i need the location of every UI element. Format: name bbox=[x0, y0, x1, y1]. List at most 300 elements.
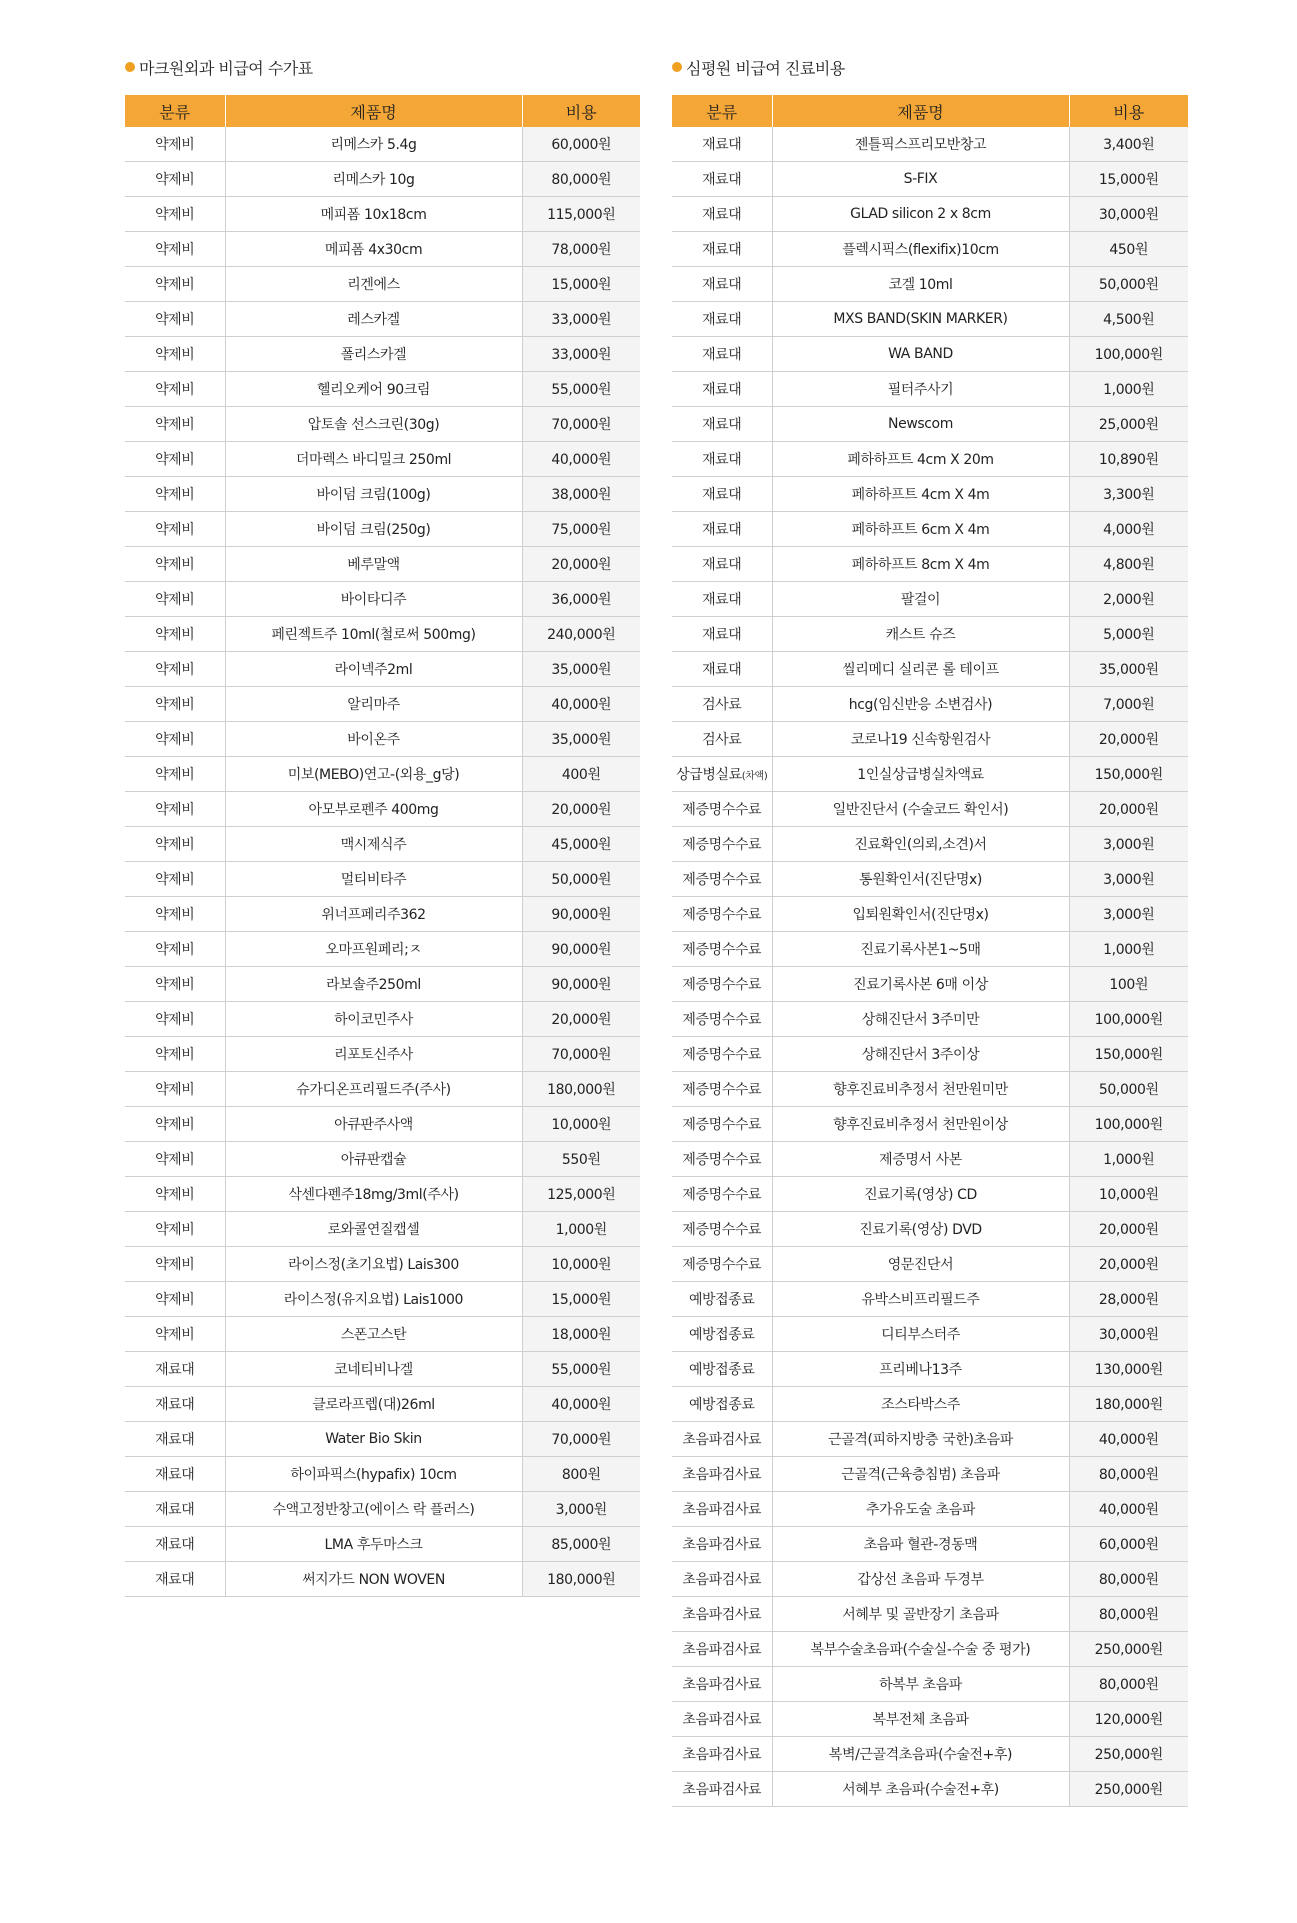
table-row bbox=[125, 547, 640, 582]
row-category: 약제비 bbox=[125, 757, 225, 792]
row-category: 제증명수수료 bbox=[672, 1002, 772, 1037]
row-cost: 80,000원 bbox=[1069, 1667, 1188, 1702]
row-category: 제증명수수료 bbox=[672, 827, 772, 862]
header-product: 제품명 bbox=[225, 95, 522, 127]
row-cost: 125,000원 bbox=[522, 1177, 640, 1212]
row-category: 재료대 bbox=[672, 407, 772, 442]
row-category: 약제비 bbox=[125, 1177, 225, 1212]
left-section-title bbox=[125, 56, 640, 78]
row-product: 미보(MEBO)연고-(외용_g당) bbox=[225, 757, 522, 792]
row-product: 갑상선 초음파 두경부 bbox=[772, 1562, 1069, 1597]
row-product: 맥시제식주 bbox=[225, 827, 522, 862]
table-row bbox=[672, 1667, 1188, 1702]
row-category: 초음파검사료 bbox=[672, 1667, 772, 1702]
row-cost: 115,000원 bbox=[522, 197, 640, 232]
row-category: 초음파검사료 bbox=[672, 1772, 772, 1807]
table-row bbox=[672, 1142, 1188, 1177]
table-row bbox=[125, 1247, 640, 1282]
row-category: 약제비 bbox=[125, 582, 225, 617]
table-row bbox=[125, 197, 640, 232]
row-product: 하복부 초음파 bbox=[772, 1667, 1069, 1702]
table-row bbox=[125, 162, 640, 197]
row-product: LMA 후두마스크 bbox=[225, 1527, 522, 1562]
table-row bbox=[672, 1387, 1188, 1422]
row-product: 상해진단서 3주이상 bbox=[772, 1037, 1069, 1072]
row-category: 약제비 bbox=[125, 1072, 225, 1107]
bullet-dot-icon bbox=[125, 62, 135, 72]
table-header-row bbox=[125, 95, 640, 127]
row-product: 하이코민주사 bbox=[225, 1002, 522, 1037]
row-product: 스폰고스탄 bbox=[225, 1317, 522, 1352]
row-product: MXS BAND(SKIN MARKER) bbox=[772, 302, 1069, 337]
table-row bbox=[672, 197, 1188, 232]
row-product: 리포토신주사 bbox=[225, 1037, 522, 1072]
table-row bbox=[125, 1177, 640, 1212]
table-row bbox=[125, 1142, 640, 1177]
row-product: 써지가드 NON WOVEN bbox=[225, 1562, 522, 1597]
table-row bbox=[672, 1107, 1188, 1142]
row-category: 약제비 bbox=[125, 407, 225, 442]
row-category: 초음파검사료 bbox=[672, 1457, 772, 1492]
row-product: Newscom bbox=[772, 407, 1069, 442]
row-category: 제증명수수료 bbox=[672, 792, 772, 827]
row-category: 약제비 bbox=[125, 337, 225, 372]
row-cost: 1,000원 bbox=[1069, 372, 1188, 407]
row-product: 바이타디주 bbox=[225, 582, 522, 617]
row-product: 페하하프트 4cm X 20m bbox=[772, 442, 1069, 477]
row-category: 약제비 bbox=[125, 792, 225, 827]
row-cost: 250,000원 bbox=[1069, 1772, 1188, 1807]
row-category: 제증명수수료 bbox=[672, 1037, 772, 1072]
row-product: 유박스비프리필드주 bbox=[772, 1282, 1069, 1317]
row-category: 초음파검사료 bbox=[672, 1492, 772, 1527]
table-row bbox=[672, 1527, 1188, 1562]
row-product: 하이파픽스(hypafix) 10cm bbox=[225, 1457, 522, 1492]
row-cost: 80,000원 bbox=[1069, 1597, 1188, 1632]
table-row bbox=[125, 1282, 640, 1317]
right-price-table bbox=[672, 95, 1188, 1807]
row-cost: 35,000원 bbox=[522, 652, 640, 687]
table-row bbox=[125, 1352, 640, 1387]
row-cost: 3,400원 bbox=[1069, 127, 1188, 162]
row-product: 바이덤 크림(100g) bbox=[225, 477, 522, 512]
row-category: 제증명수수료 bbox=[672, 1247, 772, 1282]
row-product: 젠틀픽스프리모반창고 bbox=[772, 127, 1069, 162]
row-product: 초음파 혈관-경동맥 bbox=[772, 1527, 1069, 1562]
table-row bbox=[672, 127, 1188, 162]
row-cost: 33,000원 bbox=[522, 302, 640, 337]
row-category: 약제비 bbox=[125, 1317, 225, 1352]
table-row bbox=[125, 337, 640, 372]
row-category: 재료대 bbox=[672, 372, 772, 407]
row-category: 재료대 bbox=[672, 197, 772, 232]
row-cost: 35,000원 bbox=[1069, 652, 1188, 687]
row-cost: 40,000원 bbox=[522, 442, 640, 477]
table-row bbox=[672, 932, 1188, 967]
row-cost: 55,000원 bbox=[522, 372, 640, 407]
row-product: 페하하프트 4cm X 4m bbox=[772, 477, 1069, 512]
table-row bbox=[125, 1072, 640, 1107]
row-cost: 35,000원 bbox=[522, 722, 640, 757]
table-row bbox=[125, 407, 640, 442]
row-cost: 40,000원 bbox=[522, 687, 640, 722]
row-cost: 40,000원 bbox=[1069, 1492, 1188, 1527]
row-category: 제증명수수료 bbox=[672, 1177, 772, 1212]
row-cost: 100,000원 bbox=[1069, 1002, 1188, 1037]
row-product: 복부수술초음파(수술실-수술 중 평가) bbox=[772, 1632, 1069, 1667]
row-cost: 20,000원 bbox=[1069, 722, 1188, 757]
row-cost: 5,000원 bbox=[1069, 617, 1188, 652]
row-cost: 120,000원 bbox=[1069, 1702, 1188, 1737]
table-row bbox=[672, 1317, 1188, 1352]
table-row bbox=[672, 687, 1188, 722]
table-row bbox=[672, 652, 1188, 687]
row-category: 재료대 bbox=[672, 652, 772, 687]
row-category: 약제비 bbox=[125, 687, 225, 722]
row-cost: 28,000원 bbox=[1069, 1282, 1188, 1317]
row-cost: 400원 bbox=[522, 757, 640, 792]
row-cost: 100원 bbox=[1069, 967, 1188, 1002]
table-row bbox=[125, 897, 640, 932]
table-row bbox=[672, 267, 1188, 302]
row-cost: 1,000원 bbox=[1069, 932, 1188, 967]
table-row bbox=[672, 1282, 1188, 1317]
row-category: 약제비 bbox=[125, 932, 225, 967]
row-cost: 50,000원 bbox=[1069, 267, 1188, 302]
table-row bbox=[672, 967, 1188, 1002]
row-category: 재료대 bbox=[125, 1562, 225, 1597]
row-product: 추가유도술 초음파 bbox=[772, 1492, 1069, 1527]
table-row bbox=[672, 582, 1188, 617]
row-cost: 70,000원 bbox=[522, 407, 640, 442]
row-category: 초음파검사료 bbox=[672, 1632, 772, 1667]
row-cost: 18,000원 bbox=[522, 1317, 640, 1352]
row-category: 약제비 bbox=[125, 827, 225, 862]
category-note: (차액) bbox=[741, 771, 768, 782]
row-product: 코겔 10ml bbox=[772, 267, 1069, 302]
row-category: 재료대 bbox=[672, 127, 772, 162]
left-price-table bbox=[125, 95, 640, 1597]
row-product: 로와콜연질캡셀 bbox=[225, 1212, 522, 1247]
header-category: 분류 bbox=[125, 95, 225, 127]
row-category: 약제비 bbox=[125, 1247, 225, 1282]
row-category: 초음파검사료 bbox=[672, 1562, 772, 1597]
row-product: 더마렉스 바디밀크 250ml bbox=[225, 442, 522, 477]
table-row bbox=[125, 757, 640, 792]
row-cost: 70,000원 bbox=[522, 1422, 640, 1457]
row-category: 제증명수수료 bbox=[672, 862, 772, 897]
row-category: 상급병실료(차액) bbox=[672, 757, 772, 792]
row-category: 약제비 bbox=[125, 1212, 225, 1247]
row-category: 제증명수수료 bbox=[672, 897, 772, 932]
row-product: 일반진단서 (수술코드 확인서) bbox=[772, 792, 1069, 827]
row-category: 약제비 bbox=[125, 1002, 225, 1037]
row-cost: 20,000원 bbox=[522, 547, 640, 582]
row-cost: 4,000원 bbox=[1069, 512, 1188, 547]
row-product: 진료확인(의뢰,소견)서 bbox=[772, 827, 1069, 862]
row-cost: 180,000원 bbox=[522, 1072, 640, 1107]
row-product: 입퇴원확인서(진단명x) bbox=[772, 897, 1069, 932]
row-cost: 250,000원 bbox=[1069, 1737, 1188, 1772]
table-row bbox=[125, 1002, 640, 1037]
row-product: 슈가디온프리필드주(주사) bbox=[225, 1072, 522, 1107]
right-section-title bbox=[672, 56, 1188, 78]
row-category: 재료대 bbox=[672, 337, 772, 372]
row-cost: 100,000원 bbox=[1069, 337, 1188, 372]
row-product: 라보솔주250ml bbox=[225, 967, 522, 1002]
row-cost: 15,000원 bbox=[522, 267, 640, 302]
table-row bbox=[672, 162, 1188, 197]
table-row bbox=[672, 442, 1188, 477]
row-category: 예방접종료 bbox=[672, 1352, 772, 1387]
table-row bbox=[125, 1527, 640, 1562]
row-cost: 30,000원 bbox=[1069, 1317, 1188, 1352]
row-product: 위너프페리주362 bbox=[225, 897, 522, 932]
table-row bbox=[125, 512, 640, 547]
row-cost: 30,000원 bbox=[1069, 197, 1188, 232]
row-cost: 180,000원 bbox=[1069, 1387, 1188, 1422]
row-cost: 3,000원 bbox=[522, 1492, 640, 1527]
row-product: 코네티비나겔 bbox=[225, 1352, 522, 1387]
row-category: 제증명수수료 bbox=[672, 1072, 772, 1107]
table-row bbox=[125, 1212, 640, 1247]
table-row bbox=[125, 442, 640, 477]
table-row bbox=[672, 722, 1188, 757]
row-category: 재료대 bbox=[125, 1527, 225, 1562]
table-row bbox=[672, 372, 1188, 407]
table-row bbox=[672, 1072, 1188, 1107]
table-row bbox=[672, 757, 1188, 792]
row-cost: 1,000원 bbox=[522, 1212, 640, 1247]
row-category: 재료대 bbox=[672, 302, 772, 337]
row-category: 제증명수수료 bbox=[672, 1142, 772, 1177]
row-category: 약제비 bbox=[125, 897, 225, 932]
row-cost: 3,000원 bbox=[1069, 897, 1188, 932]
row-category: 약제비 bbox=[125, 232, 225, 267]
right-price-section bbox=[672, 56, 1188, 1798]
row-cost: 36,000원 bbox=[522, 582, 640, 617]
row-cost: 78,000원 bbox=[522, 232, 640, 267]
row-product: 프리베나13주 bbox=[772, 1352, 1069, 1387]
row-product: 바이온주 bbox=[225, 722, 522, 757]
row-product: 1인실상급병실차액료 bbox=[772, 757, 1069, 792]
row-product: WA BAND bbox=[772, 337, 1069, 372]
table-row bbox=[125, 827, 640, 862]
row-category: 약제비 bbox=[125, 1282, 225, 1317]
row-category: 제증명수수료 bbox=[672, 932, 772, 967]
left-title-text: 마크원외과 비급여 수가표 bbox=[139, 58, 313, 78]
row-category: 약제비 bbox=[125, 127, 225, 162]
row-category: 약제비 bbox=[125, 442, 225, 477]
row-product: 리겐에스 bbox=[225, 267, 522, 302]
table-row bbox=[672, 617, 1188, 652]
row-product: 헬리오케어 90크림 bbox=[225, 372, 522, 407]
row-product: 서혜부 및 골반장기 초음파 bbox=[772, 1597, 1069, 1632]
row-cost: 25,000원 bbox=[1069, 407, 1188, 442]
row-category: 약제비 bbox=[125, 1107, 225, 1142]
row-category: 약제비 bbox=[125, 512, 225, 547]
row-product: 알리마주 bbox=[225, 687, 522, 722]
table-row bbox=[125, 232, 640, 267]
table-row bbox=[672, 1492, 1188, 1527]
row-category: 재료대 bbox=[672, 477, 772, 512]
row-category: 약제비 bbox=[125, 477, 225, 512]
table-row bbox=[125, 1562, 640, 1597]
row-cost: 20,000원 bbox=[522, 792, 640, 827]
row-product: 리메스카 5.4g bbox=[225, 127, 522, 162]
row-category: 재료대 bbox=[672, 512, 772, 547]
table-row bbox=[125, 477, 640, 512]
row-category: 예방접종료 bbox=[672, 1387, 772, 1422]
row-cost: 33,000원 bbox=[522, 337, 640, 372]
row-product: 라이넥주2ml bbox=[225, 652, 522, 687]
table-row bbox=[125, 372, 640, 407]
table-row bbox=[125, 652, 640, 687]
row-cost: 800원 bbox=[522, 1457, 640, 1492]
row-cost: 180,000원 bbox=[522, 1562, 640, 1597]
table-row bbox=[672, 302, 1188, 337]
row-cost: 20,000원 bbox=[522, 1002, 640, 1037]
row-product: 플렉시픽스(flexifix)10cm bbox=[772, 232, 1069, 267]
table-row bbox=[125, 1037, 640, 1072]
row-category: 약제비 bbox=[125, 1037, 225, 1072]
row-category: 재료대 bbox=[672, 442, 772, 477]
row-product: 근골격(근육층침범) 초음파 bbox=[772, 1457, 1069, 1492]
row-product: 캐스트 슈즈 bbox=[772, 617, 1069, 652]
row-product: 코로나19 신속항원검사 bbox=[772, 722, 1069, 757]
table-row bbox=[125, 127, 640, 162]
row-cost: 90,000원 bbox=[522, 967, 640, 1002]
row-cost: 60,000원 bbox=[1069, 1527, 1188, 1562]
table-row bbox=[125, 582, 640, 617]
table-row bbox=[125, 1457, 640, 1492]
row-product: 아큐판주사액 bbox=[225, 1107, 522, 1142]
row-cost: 80,000원 bbox=[1069, 1457, 1188, 1492]
row-cost: 4,800원 bbox=[1069, 547, 1188, 582]
table-row bbox=[672, 1737, 1188, 1772]
row-cost: 75,000원 bbox=[522, 512, 640, 547]
row-category: 약제비 bbox=[125, 1142, 225, 1177]
row-product: 아큐판캡슐 bbox=[225, 1142, 522, 1177]
table-row bbox=[125, 792, 640, 827]
row-cost: 4,500원 bbox=[1069, 302, 1188, 337]
table-row bbox=[125, 862, 640, 897]
row-cost: 80,000원 bbox=[1069, 1562, 1188, 1597]
header-cost: 비용 bbox=[1069, 95, 1188, 127]
table-row bbox=[125, 967, 640, 1002]
row-cost: 3,000원 bbox=[1069, 862, 1188, 897]
row-cost: 10,890원 bbox=[1069, 442, 1188, 477]
row-category: 초음파검사료 bbox=[672, 1737, 772, 1772]
table-row bbox=[672, 897, 1188, 932]
table-row bbox=[672, 1562, 1188, 1597]
row-cost: 20,000원 bbox=[1069, 1212, 1188, 1247]
row-product: 아모부로펜주 400mg bbox=[225, 792, 522, 827]
row-category: 재료대 bbox=[125, 1352, 225, 1387]
row-category: 약제비 bbox=[125, 652, 225, 687]
row-product: 복벽/근골격초음파(수술전+후) bbox=[772, 1737, 1069, 1772]
row-category: 약제비 bbox=[125, 267, 225, 302]
row-category: 재료대 bbox=[125, 1457, 225, 1492]
table-row bbox=[672, 1422, 1188, 1457]
bullet-dot-icon bbox=[672, 62, 682, 72]
row-cost: 100,000원 bbox=[1069, 1107, 1188, 1142]
table-row bbox=[125, 1107, 640, 1142]
row-product: 제증명서 사본 bbox=[772, 1142, 1069, 1177]
row-product: 라이스정(유지요법) Lais1000 bbox=[225, 1282, 522, 1317]
row-product: GLAD silicon 2 x 8cm bbox=[772, 197, 1069, 232]
row-product: 필터주사기 bbox=[772, 372, 1069, 407]
table-row bbox=[125, 1422, 640, 1457]
right-title-text: 심평원 비급여 진료비용 bbox=[686, 58, 845, 78]
table-row bbox=[672, 792, 1188, 827]
row-product: 진료기록(영상) CD bbox=[772, 1177, 1069, 1212]
row-category: 약제비 bbox=[125, 862, 225, 897]
row-product: 향후진료비추정서 천만원미만 bbox=[772, 1072, 1069, 1107]
row-product: 진료기록사본1~5매 bbox=[772, 932, 1069, 967]
row-product: 레스카겔 bbox=[225, 302, 522, 337]
row-category: 재료대 bbox=[125, 1422, 225, 1457]
row-cost: 80,000원 bbox=[522, 162, 640, 197]
table-row bbox=[125, 722, 640, 757]
row-cost: 1,000원 bbox=[1069, 1142, 1188, 1177]
row-category: 재료대 bbox=[672, 162, 772, 197]
row-category: 약제비 bbox=[125, 722, 225, 757]
row-product: 조스타박스주 bbox=[772, 1387, 1069, 1422]
table-row bbox=[672, 477, 1188, 512]
table-row bbox=[672, 1177, 1188, 1212]
row-cost: 20,000원 bbox=[1069, 1247, 1188, 1282]
row-cost: 45,000원 bbox=[522, 827, 640, 862]
header-product: 제품명 bbox=[772, 95, 1069, 127]
row-product: 멀티비타주 bbox=[225, 862, 522, 897]
row-product: 통원확인서(진단명x) bbox=[772, 862, 1069, 897]
row-product: 메피폼 10x18cm bbox=[225, 197, 522, 232]
row-category: 약제비 bbox=[125, 967, 225, 1002]
row-cost: 90,000원 bbox=[522, 897, 640, 932]
table-row bbox=[125, 1317, 640, 1352]
row-product: 영문진단서 bbox=[772, 1247, 1069, 1282]
row-product: 폴리스카겔 bbox=[225, 337, 522, 372]
row-cost: 40,000원 bbox=[522, 1387, 640, 1422]
row-cost: 55,000원 bbox=[522, 1352, 640, 1387]
row-category: 약제비 bbox=[125, 197, 225, 232]
table-row bbox=[125, 932, 640, 967]
row-category: 검사료 bbox=[672, 687, 772, 722]
row-product: 페하하프트 8cm X 4m bbox=[772, 547, 1069, 582]
row-cost: 3,300원 bbox=[1069, 477, 1188, 512]
table-row bbox=[125, 267, 640, 302]
row-product: 압토솔 선스크린(30g) bbox=[225, 407, 522, 442]
row-cost: 2,000원 bbox=[1069, 582, 1188, 617]
table-row bbox=[672, 1772, 1188, 1807]
table-row bbox=[125, 687, 640, 722]
row-category: 예방접종료 bbox=[672, 1282, 772, 1317]
row-product: 페하하프트 6cm X 4m bbox=[772, 512, 1069, 547]
row-category: 약제비 bbox=[125, 162, 225, 197]
row-product: 팔걸이 bbox=[772, 582, 1069, 617]
row-category: 초음파검사료 bbox=[672, 1422, 772, 1457]
row-cost: 240,000원 bbox=[522, 617, 640, 652]
table-row bbox=[672, 1457, 1188, 1492]
row-category: 제증명수수료 bbox=[672, 967, 772, 1002]
table-row bbox=[672, 1247, 1188, 1282]
row-category: 초음파검사료 bbox=[672, 1597, 772, 1632]
row-product: 근골격(피하지방층 국한)초음파 bbox=[772, 1422, 1069, 1457]
row-category: 제증명수수료 bbox=[672, 1212, 772, 1247]
row-category: 재료대 bbox=[672, 547, 772, 582]
row-category: 약제비 bbox=[125, 547, 225, 582]
